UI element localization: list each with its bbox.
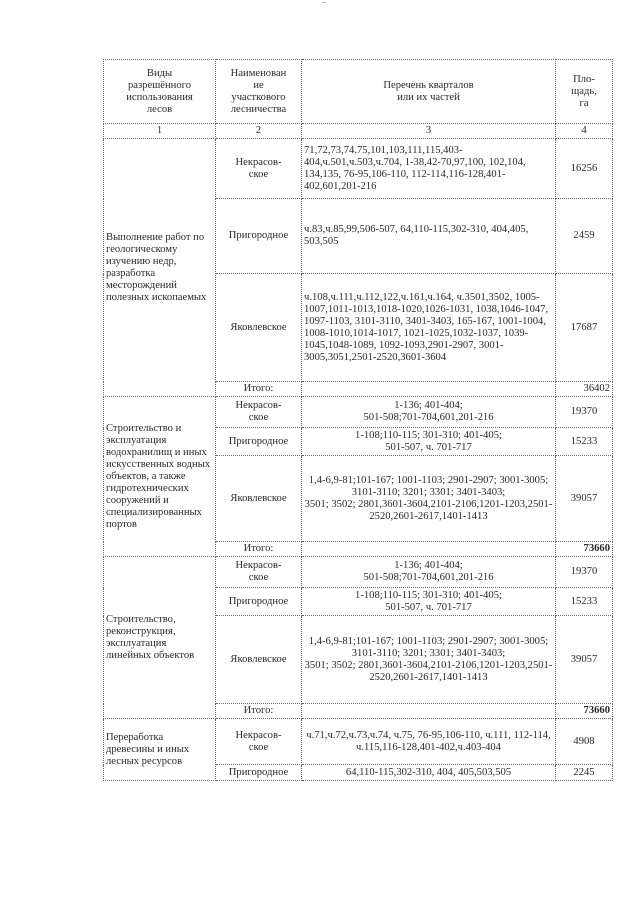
table-header-row: [104, 60, 613, 124]
forestry-cell: Некрасов- ское: [216, 719, 302, 765]
area-cell: 39057: [556, 616, 613, 704]
quarters-cell: 1,4-6,9-81;101-167; 1001-1103; 2901-2907; 3001-3005; 3101-3110; 3201; 3301; 3401-3403; 3501; 3502; 2801,3601-3604,2101-2106,1201-1203,2501-2520,2601-2617,1401-1413: [302, 616, 556, 704]
quarters-cell: 64,110-115,302-310, 404, 405,503,505: [302, 765, 556, 781]
total-value: 73660: [556, 542, 613, 557]
use-type-cell: Выполнение работ по геологическому изучению недр, разработка месторождений полезных ископаемых: [104, 139, 216, 397]
table-row: [104, 397, 613, 428]
area-cell: 19370: [556, 397, 613, 428]
forestry-cell: Пригородное: [216, 588, 302, 616]
table-row: [104, 719, 613, 765]
quarters-cell: ч.71,ч.72,ч.73,ч.74, ч.75, 76-95,106-110, ч.111, 112-114, ч.115,116-128,401-402,ч.403-404: [302, 719, 556, 765]
forestry-cell: Некрасов- ское: [216, 397, 302, 428]
area-cell: 2459: [556, 199, 613, 274]
header-forestry: Наименован ие участкового лесничества: [216, 60, 302, 124]
use-type-cell: Строительство, реконструкция, эксплуатация линейных объектов: [104, 557, 216, 719]
total-label: Итого:: [216, 542, 302, 557]
forestry-cell: Пригородное: [216, 765, 302, 781]
forestry-cell: Некрасов- ское: [216, 557, 302, 588]
column-number-row: [104, 124, 613, 139]
area-cell: 17687: [556, 274, 613, 382]
forest-use-table: [103, 59, 613, 781]
total-value: 73660: [556, 704, 613, 719]
forestry-cell: Пригородное: [216, 428, 302, 456]
total-label: Итого:: [216, 704, 302, 719]
table-row: [104, 557, 613, 588]
header-use-type: Виды разрешённого использования лесов: [104, 60, 216, 124]
area-cell: 16256: [556, 139, 613, 199]
empty-cell: [302, 382, 556, 397]
area-cell: 2245: [556, 765, 613, 781]
quarters-cell: 71,72,73,74.75,101,103,111,115,403-404,ч.501,ч.503,ч.704, 1-38,42-70,97,100, 102,104, 134,135, 76-95,106-110, 112-114,116-128,401-402,601,201-216: [302, 139, 556, 199]
use-type-cell: Переработка древесины и иных лесных ресурсов: [104, 719, 216, 781]
quarters-cell: 1-136; 401-404; 501-508;701-704,601,201-216: [302, 557, 556, 588]
area-cell: 15233: [556, 588, 613, 616]
total-value: 36402: [556, 382, 613, 397]
quarters-cell: ч.108,ч.111,ч.112,122,ч.161,ч.164, ч.3501,3502, 1005-1007,1011-1013,1018-1020,1026-1031, 1038,1046-1047, 1097-1103, 3101-3110, 3401-3403, 165-167, 1001-1004, 1008-1010,1014-1017, 1021-1025,1032-1037, 1039-1045,1048-1089, 1092-1093,2901-2907, 3001-3005,3051,2501-2520,3601-3604: [302, 274, 556, 382]
area-cell: 39057: [556, 456, 613, 542]
column-number: 2: [216, 124, 302, 139]
empty-cell: [302, 542, 556, 557]
empty-cell: [302, 704, 556, 719]
forestry-cell: Яковлевское: [216, 456, 302, 542]
column-number: 4: [556, 124, 613, 139]
area-cell: 15233: [556, 428, 613, 456]
quarters-cell: ч.83,ч.85,99,506-507, 64,110-115,302-310, 404,405, 503,505: [302, 199, 556, 274]
scan-mark: [322, 2, 326, 3]
header-quarters: Перечень кварталов или их частей: [302, 60, 556, 124]
forestry-cell: Яковлевское: [216, 274, 302, 382]
quarters-cell: 1-136; 401-404; 501-508;701-704,601,201-216: [302, 397, 556, 428]
total-label: Итого:: [216, 382, 302, 397]
column-number: 1: [104, 124, 216, 139]
forestry-cell: Некрасов- ское: [216, 139, 302, 199]
quarters-cell: 1-108;110-115; 301-310; 401-405; 501-507, ч. 701-717: [302, 588, 556, 616]
forestry-cell: Яковлевское: [216, 616, 302, 704]
quarters-cell: 1,4-6,9-81;101-167; 1001-1103; 2901-2907; 3001-3005; 3101-3110; 3201; 3301; 3401-3403; 3501; 3502; 2801,3601-3604,2101-2106,1201-1203,2501-2520,2601-2617,1401-1413: [302, 456, 556, 542]
table-row: [104, 139, 613, 199]
use-type-cell: Строительство и эксплуатация водохранилищ и иных искусственных водных объектов, а также гидротехнических сооружений и специализированных портов: [104, 397, 216, 557]
column-number: 3: [302, 124, 556, 139]
area-cell: 4908: [556, 719, 613, 765]
quarters-cell: 1-108;110-115; 301-310; 401-405; 501-507, ч. 701-717: [302, 428, 556, 456]
forestry-cell: Пригородное: [216, 199, 302, 274]
area-cell: 19370: [556, 557, 613, 588]
header-area: Пло- щадь, га: [556, 60, 613, 124]
